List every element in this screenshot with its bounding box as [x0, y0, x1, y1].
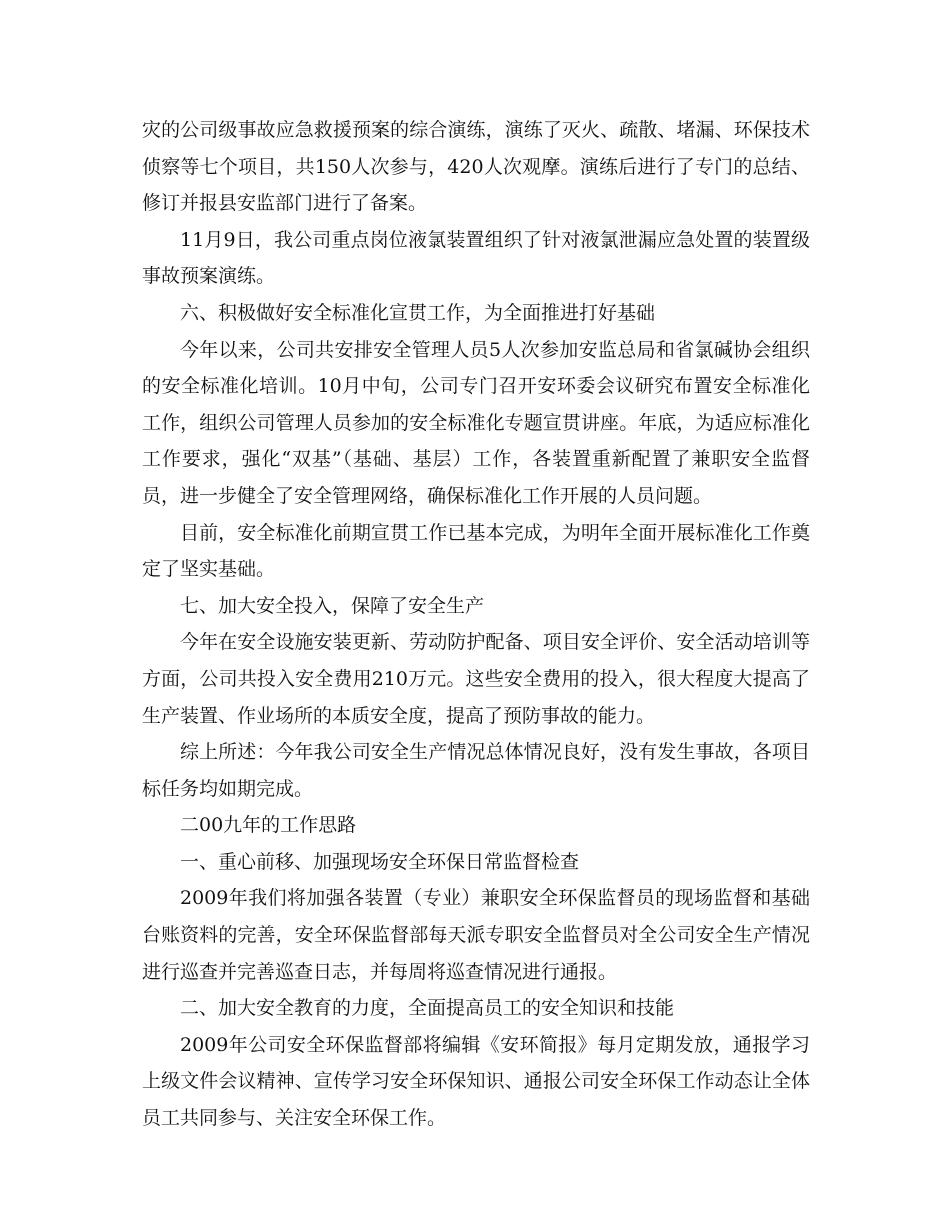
paragraph-plan-one-detail: 2009年我们将加强各装置（专业）兼职安全环保监督员的现场监督和基础台账资料的完善，安全环保监督部每天派专职安全监督员对全公司安全生产情况进行巡查并完善巡查日志，并每周将巡查情况进行通报。 [142, 887, 810, 983]
section-heading-plan-one: 一、重心前移、加强现场安全环保日常监督检查 [180, 850, 580, 873]
section-heading-2009-plan: 二00九年的工作思路 [180, 814, 357, 837]
section-heading-plan-two: 二、加大安全教育的力度，全面提高员工的安全知识和技能 [180, 997, 675, 1020]
paragraph-continued-drill-report: 灾的公司级事故应急救援预案的综合演练，演练了灭火、疏散、堵漏、环保技术侦察等七个项目，共150人次参与，420人次观摩。演练后进行了专门的总结、修订并报县安监部门进行了备案。 [142, 119, 810, 215]
paragraph-summary: 综上所述：今年我公司安全生产情况总体情况良好，没有发生事故，各项目标任务均如期完成。 [142, 741, 810, 800]
paragraph-plan-two-detail: 2009年公司安全环保监督部将编辑《安环简报》每月定期发放，通报学习上级文件会议精神、宣传学习安全环保知识、通报公司安全环保工作动态让全体员工共同参与、关注安全环保工作。 [142, 1033, 810, 1130]
section-heading-seven: 七、加大安全投入，保障了安全生产 [180, 594, 485, 617]
paragraph-standardization-training: 今年以来，公司共安排安全管理人员5人次参加安监总局和省氯碱协会组织的安全标准化培训。10月中旬，公司专门召开安环委会议研究布置安全标准化工作，组织公司管理人员参加的安全标准化专题宣贯讲座。年底，为适应标准化工作要求，强化“双基”（基础、基层）工作，各装置重新配置了兼职安全监督员，进一步健全了安全管理网络，确保标准化工作开展的人员问题。 [142, 338, 810, 507]
document-body [142, 112, 810, 1137]
section-heading-six: 六、积极做好安全标准化宣贯工作，为全面推进打好基础 [180, 301, 656, 324]
paragraph-standardization-status: 目前，安全标准化前期宣贯工作已基本完成，为明年全面开展标准化工作奠定了坚实基础。 [142, 521, 810, 581]
paragraph-liquid-chlorine-drill: 11月9日，我公司重点岗位液氯装置组织了针对液氯泄漏应急处置的装置级事故预案演练。 [142, 228, 810, 288]
paragraph-safety-investment: 今年在安全设施安装更新、劳动防护配备、项目安全评价、安全活动培训等方面，公司共投入安全费用210万元。这些安全费用的投入，很大程度大提高了生产装置、作业场所的本质安全度，提高了预防事故的能力。 [142, 631, 810, 727]
